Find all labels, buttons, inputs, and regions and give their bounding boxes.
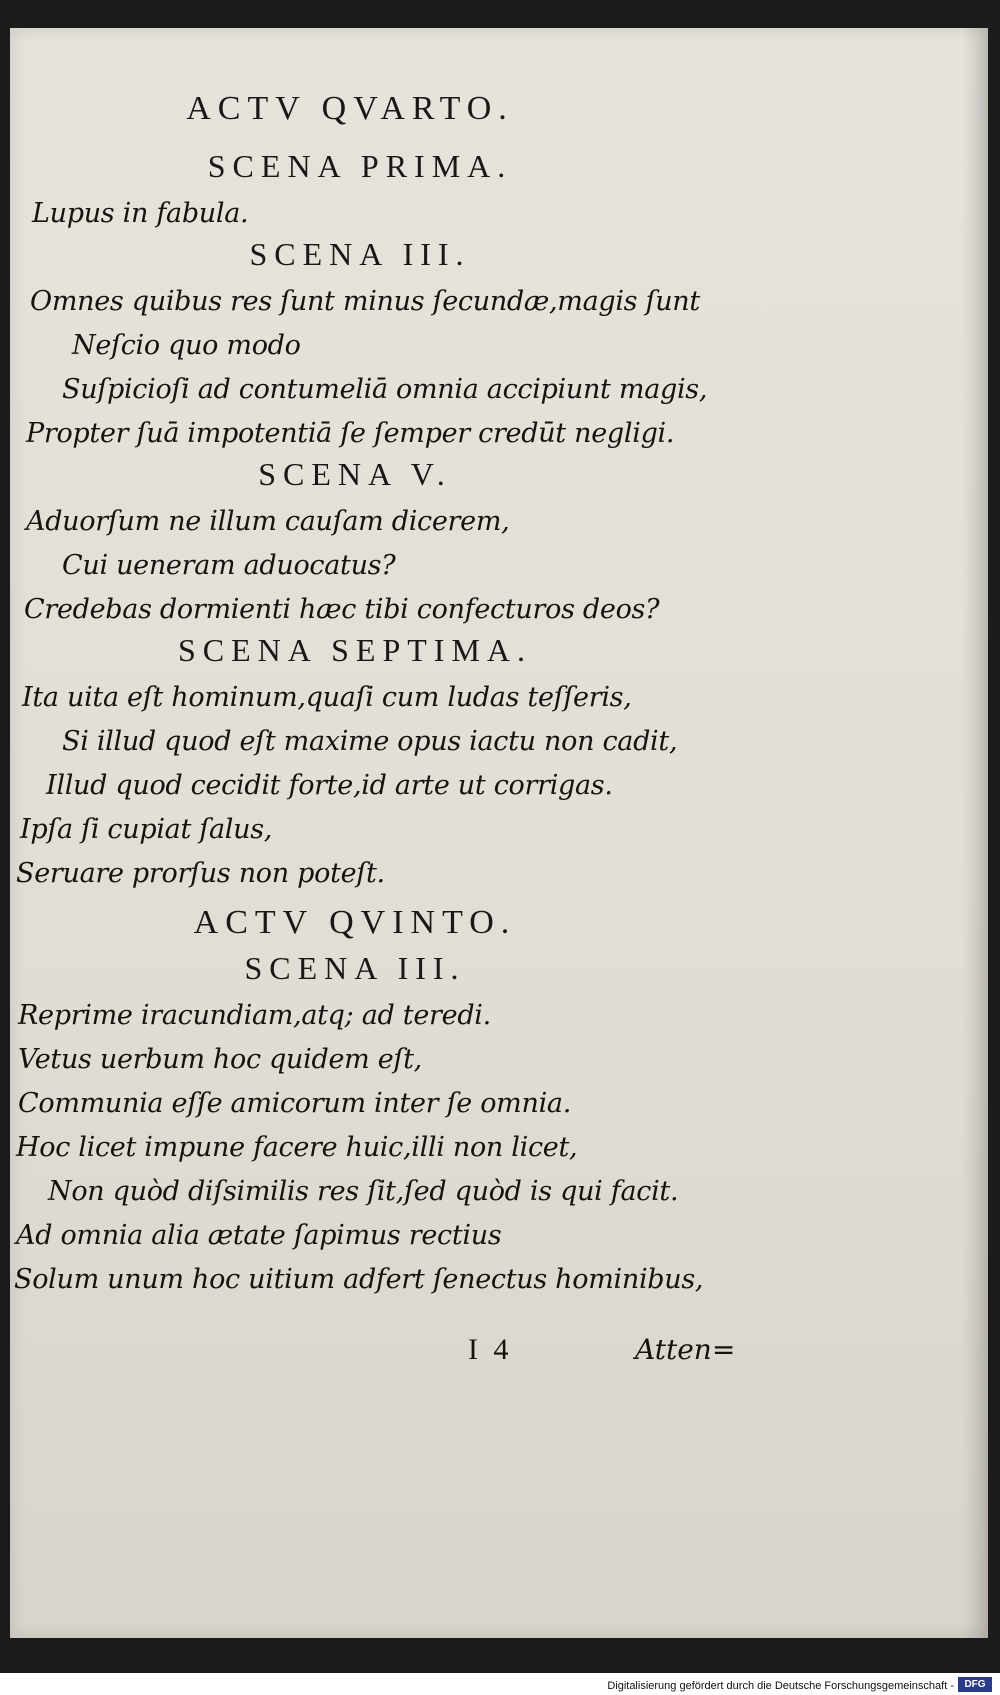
act-five-heading: ACTV QVINTO.	[193, 904, 517, 941]
verse-line: Cui ueneram aduocatus?	[62, 550, 396, 581]
verse-line: Hoc licet impune facere huic,illi non licet,	[16, 1132, 578, 1163]
digitization-credit-bar	[0, 1673, 1000, 1695]
verse-line: Communia eſſe amicorum inter ſe omnia.	[18, 1088, 571, 1119]
verse-line: Seruare prorſus non poteſt.	[16, 858, 385, 889]
verse-line: Propter ſuā impotentiā ſe ſemper credūt negligi.	[26, 418, 675, 449]
scene-one-heading: SCENA PRIMA.	[207, 148, 513, 184]
verse-line: Credebas dormienti hæc tibi confecturos deos?	[24, 594, 660, 625]
verse-line: Lupus in fabula.	[32, 198, 249, 229]
verse-line: Ipſa ſi cupiat ſalus,	[20, 814, 273, 845]
credit-text: Digitalisierung gefördert durch die Deutsche Forschungsgemeinschaft -	[607, 1680, 954, 1692]
scene-three-heading-act5: SCENA III.	[244, 950, 466, 986]
verse-line: Ita uita eſt hominum,quaſi cum ludas teſſeris,	[22, 682, 632, 713]
act-four-heading: ACTV QVARTO.	[186, 90, 514, 127]
scene-five-heading: SCENA V.	[258, 456, 452, 492]
verse-line: Ad omnia alia ætate ſapimus rectius	[16, 1220, 502, 1251]
verse-line: Aduorſum ne illum cauſam dicerem,	[26, 506, 510, 537]
verse-line: Si illud quod eſt maxime opus iactu non cadit,	[62, 726, 678, 757]
verse-line: Neſcio quo modo	[72, 330, 301, 361]
verse-line: Non quòd diſsimilis res ſit,ſed quòd is qui facit.	[48, 1176, 679, 1207]
verse-line: Suſpicioſi ad contumeliā omnia accipiunt magis,	[62, 374, 708, 405]
signature-mark: I 4	[468, 1333, 513, 1366]
scene-seven-heading: SCENA SEPTIMA.	[177, 632, 533, 668]
verse-line: Vetus uerbum hoc quidem eſt,	[18, 1044, 422, 1075]
verse-line: Solum unum hoc uitium adfert ſenectus hominibus,	[14, 1264, 704, 1295]
verse-line: Reprime iracundiam,atq; ad teredi.	[18, 1000, 491, 1031]
verse-line: Omnes quibus res ſunt minus ſecundæ,magis ſunt	[30, 286, 700, 317]
dfg-logo-icon: DFG	[958, 1677, 992, 1692]
scene-three-heading: SCENA III.	[249, 236, 471, 272]
catchword: Atten=	[635, 1333, 736, 1366]
verse-line: Illud quod cecidit forte,id arte ut corrigas.	[46, 770, 613, 801]
book-page	[10, 28, 988, 1638]
